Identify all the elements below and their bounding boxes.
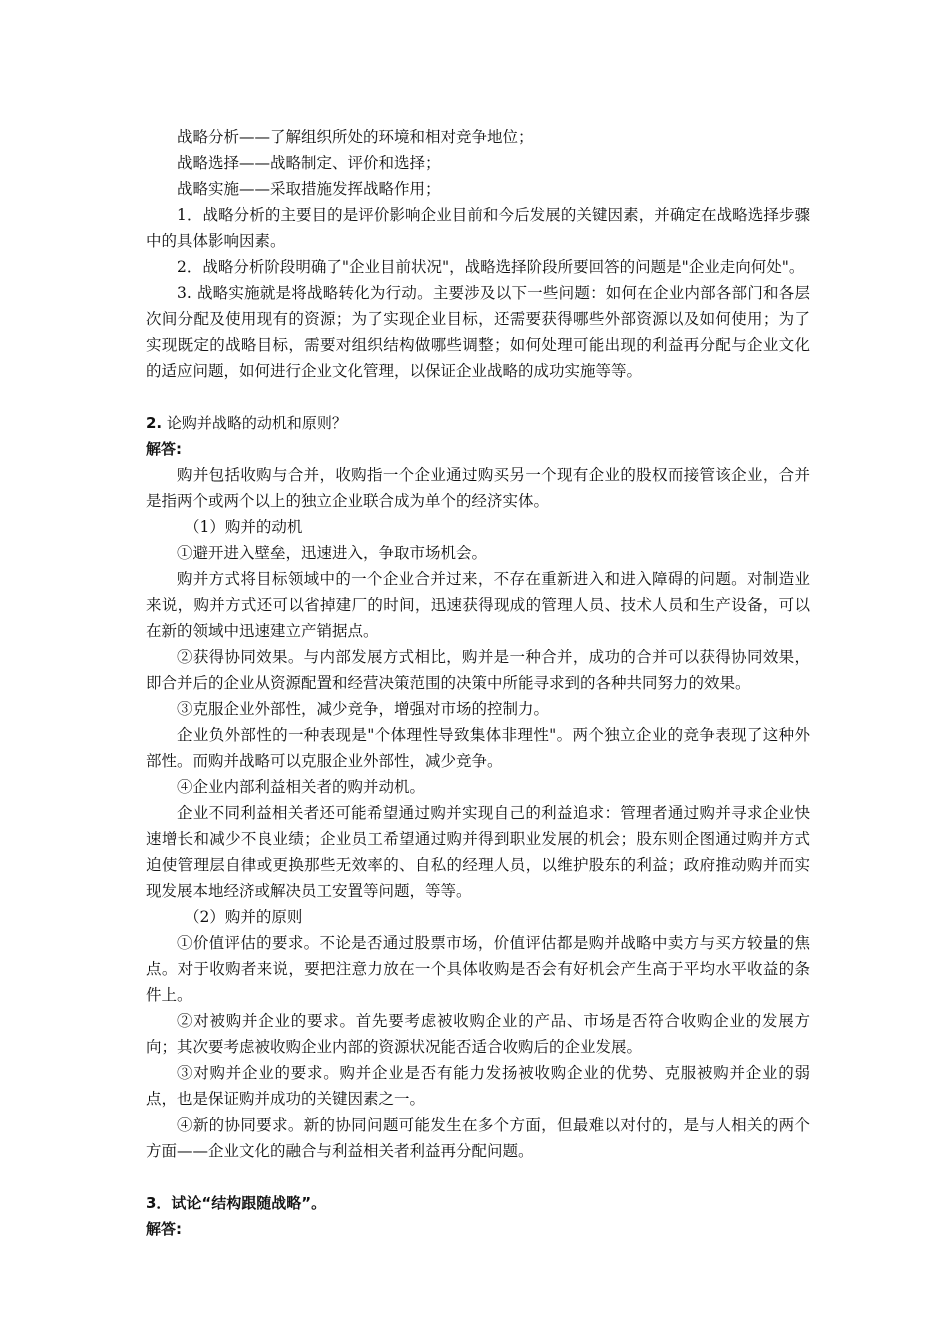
q2-paragraph: 企业负外部性的一种表现是"个体理性导致集体非理性"。两个独立企业的竞争表现了这种外部性。而购并战略可以克服企业外部性，减少竞争。 — [146, 726, 810, 770]
q2-paragraph: ④新的协同要求。新的协同问题可能发生在多个方面，但最难以对付的，是与人相关的两个方面——企业文化的融合与利益相关者利益再分配问题。 — [146, 1116, 810, 1160]
question-2-answer-label: 解答: — [146, 440, 182, 458]
q2-paragraph: ②对被购并企业的要求。首先要考虑被收购企业的产品、市场是否符合收购企业的发展方向；其次要考虑被收购企业内部的资源状况能否适合收购后的企业发展。 — [146, 1012, 810, 1056]
q2-paragraph: 企业不同利益相关者还可能希望通过购并实现自己的利益追求：管理者通过购并寻求企业快速增长和减少不良业绩；企业员工希望通过购并得到职业发展的机会；股东则企图通过购并方式迫使管理层自律或更换那些无效率的、自私的经理人员，以维护股东的利益；政府推动购并而实现发展本地经济或解决员工安置等问题，等等。 — [146, 804, 810, 900]
document-page — [146, 124, 810, 1242]
question-2-number: 2. — [146, 414, 163, 432]
question-2-heading — [146, 410, 810, 436]
question-2-title: 论购并战略的动机和原则？ — [162, 414, 347, 432]
question-3-answer-label: 解答: — [146, 1220, 182, 1238]
q2-paragraph: ③对购并企业的要求。购并企业是否有能力发扬被收购企业的优势、克服被购并企业的弱点，也是保证购并成功的关键因素之一。 — [146, 1064, 810, 1108]
q2-paragraph: 购并包括收购与合并，收购指一个企业通过购买另一个现有企业的股权而接管该企业，合并是指两个或两个以上的独立企业联合成为单个的经济实体。 — [146, 466, 810, 510]
spacer — [146, 384, 810, 410]
intro-point-1: 1．战略分析的主要目的是评价影响企业目前和今后发展的关键因素，并确定在战略选择步骤中的具体影响因素。 — [146, 206, 810, 250]
q2-paragraph: ①避开进入壁垒，迅速进入，争取市场机会。 — [177, 544, 488, 562]
intro-point-2: 2．战略分析阶段明确了"企业目前状况"，战略选择阶段所要回答的问题是"企业走向何处"。 — [177, 258, 805, 276]
intro-point-3: 3. 战略实施就是将战略转化为行动。主要涉及以下一些问题：如何在企业内部各部门和各层次间分配及使用现有的资源；为了实现企业目标，还需要获得哪些外部资源以及如何使用；为了实现既定的战略目标，需要对组织结构做哪些调整；如何处理可能出现的利益再分配与企业文化的适应问题，如何进行企业文化管理，以保证企业战略的成功实施等等。 — [146, 284, 810, 380]
q2-paragraph: 购并方式将目标领域中的一个企业合并过来，不存在重新进入和进入障碍的问题。对制造业来说，购并方式还可以省掉建厂的时间，迅速获得现成的管理人员、技术人员和生产设备，可以在新的领域中迅速建立产销据点。 — [146, 570, 810, 640]
intro-line-2: 战略选择——战略制定、评价和选择； — [177, 154, 441, 172]
spacer — [146, 1164, 810, 1190]
q2-paragraph: ②获得协同效果。与内部发展方式相比，购并是一种合并，成功的合并可以获得协同效果，即合并后的企业从资源配置和经营决策范围的决策中所能寻求到的各种共同努力的效果。 — [146, 648, 810, 692]
question-3-heading: 3．试论“结构跟随战略”。 — [146, 1194, 327, 1212]
q2-subheading-principles: （2）购并的原则 — [184, 908, 303, 926]
q2-subheading-motives: （1）购并的动机 — [184, 518, 303, 536]
intro-line-3: 战略实施——采取措施发挥战略作用； — [177, 180, 441, 198]
q2-paragraph: ③克服企业外部性，减少竞争，增强对市场的控制力。 — [177, 700, 550, 718]
q2-paragraph: ①价值评估的要求。不论是否通过股票市场，价值评估都是购并战略中卖方与买方较量的焦点。对于收购者来说，要把注意力放在一个具体收购是否会有好机会产生高于平均水平收益的条件上。 — [146, 934, 810, 1004]
intro-line-1: 战略分析——了解组织所处的环境和相对竞争地位； — [177, 128, 534, 146]
q2-paragraph: ④企业内部利益相关者的购并动机。 — [177, 778, 426, 796]
